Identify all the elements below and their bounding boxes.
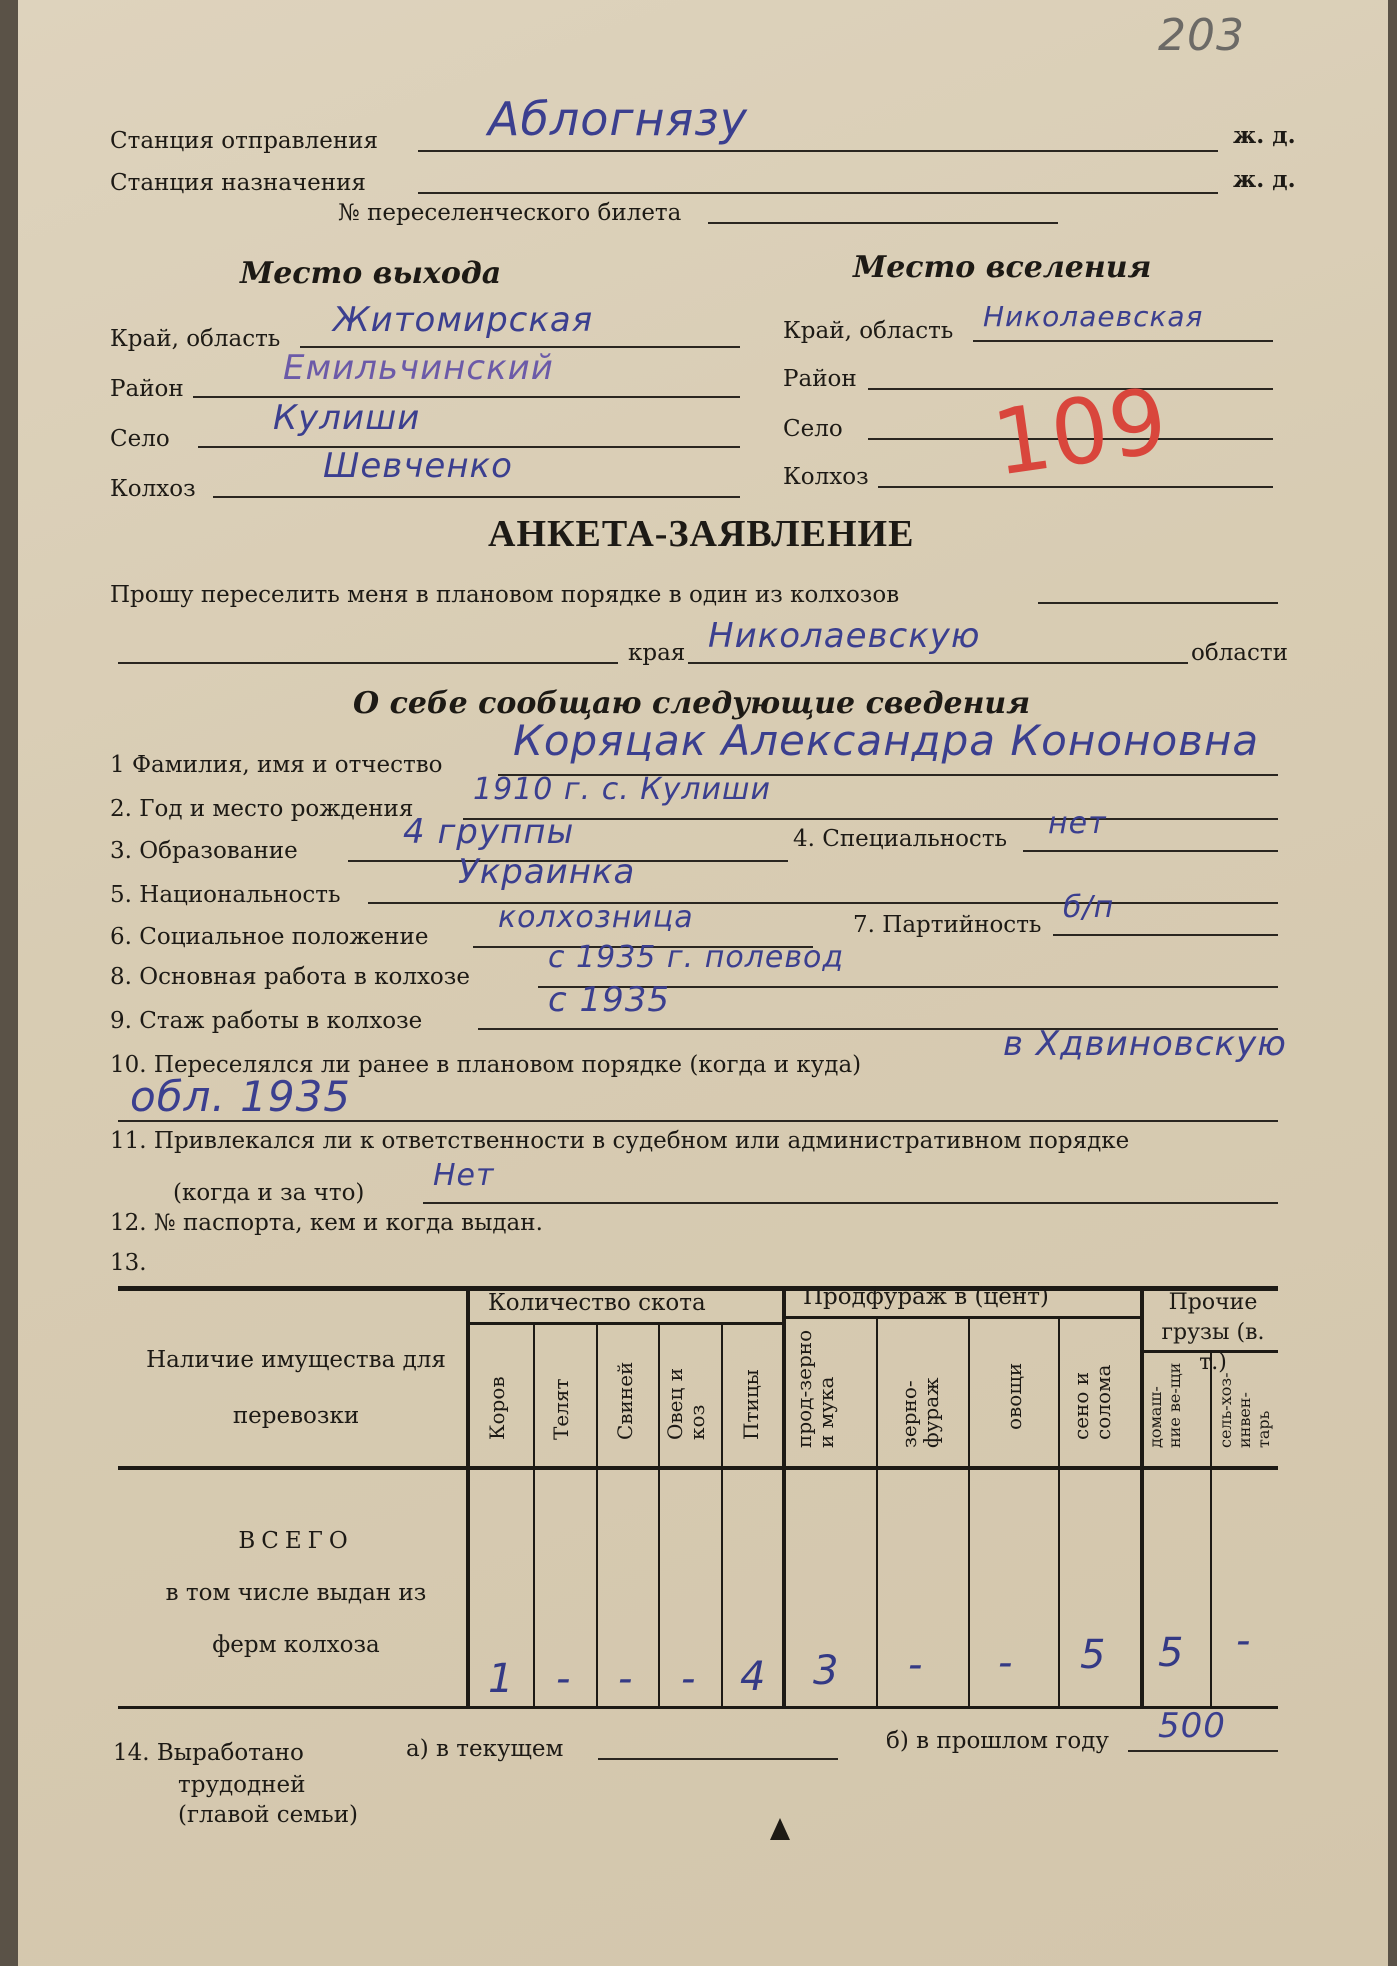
workdays-current-label: а) в текущем bbox=[406, 1736, 564, 1762]
group-fodder: Продфураж в (цент) bbox=[803, 1284, 1049, 1310]
col-sheep-goats: Овец и коз bbox=[663, 1367, 709, 1440]
field-9-label: 9. Стаж работы в колхозе bbox=[110, 1008, 423, 1034]
totals-label-3: ферм колхоза bbox=[212, 1632, 380, 1658]
col-line-7 bbox=[1058, 1318, 1060, 1708]
col-grain-flour: прод-зерно и мука bbox=[792, 1329, 838, 1448]
field-12-label: 12. № паспорта, кем и когда выдан. bbox=[110, 1210, 543, 1236]
value-cows: 1 bbox=[488, 1656, 514, 1702]
col-line-2 bbox=[596, 1324, 598, 1708]
col-farm-tools: сель-хоз-инвен-тарь bbox=[1216, 1372, 1273, 1448]
field-7-value: б/п bbox=[1063, 890, 1115, 925]
workdays-past-line bbox=[1128, 1750, 1278, 1752]
field-3-label: 3. Образование bbox=[110, 838, 298, 864]
field-13-label: 13. bbox=[110, 1250, 147, 1276]
field-9-value: с 1935 bbox=[548, 980, 671, 1020]
group-livestock: Количество скота bbox=[488, 1290, 706, 1316]
ticket-line bbox=[708, 222, 1058, 224]
col-line-8 bbox=[1210, 1352, 1212, 1708]
table-row-header: Наличие имущества для перевозки bbox=[146, 1347, 446, 1429]
fodder-underline bbox=[786, 1316, 1140, 1319]
request-text: Прошу переселить меня в плановом порядке в один из колхозов bbox=[110, 582, 900, 608]
departure-station-label: Станция отправления bbox=[110, 128, 378, 154]
red-pencil-number: 109 bbox=[986, 368, 1175, 497]
field-4-value: нет bbox=[1048, 806, 1107, 841]
field-7-label: 7. Партийность bbox=[853, 912, 1042, 938]
field-10-value-a: в Хдвиновскую bbox=[1003, 1024, 1287, 1064]
destination-kolkhoz-label: Колхоз bbox=[783, 464, 869, 490]
field-1-label: 1 Фамилия, имя и отчество bbox=[110, 752, 443, 778]
rail-suffix-1: ж. д. bbox=[1233, 122, 1296, 149]
value-hay-straw: 5 bbox=[1080, 1632, 1106, 1678]
col-calves: Телят bbox=[549, 1378, 573, 1440]
value-household-items: 5 bbox=[1158, 1630, 1184, 1676]
field-3-value: 4 группы bbox=[403, 812, 575, 852]
destination-region-label: Край, область bbox=[783, 318, 954, 344]
request-kolkhoz-line bbox=[1038, 602, 1278, 604]
kray-value: Николаевскую bbox=[708, 616, 981, 656]
field-11-label: 11. Привлекался ли к ответственности в судебном или административном порядке bbox=[110, 1128, 1130, 1154]
about-header: О себе сообщаю следующие сведения bbox=[353, 686, 1031, 721]
field-6-value: колхозница bbox=[498, 900, 694, 935]
origin-district-value: Емильчинский bbox=[283, 348, 554, 388]
departure-station-line bbox=[418, 150, 1218, 152]
origin-kolkhoz-value: Шевченко bbox=[323, 446, 513, 486]
table-header-border bbox=[118, 1466, 1278, 1470]
field-8-value: с 1935 г. полевод bbox=[548, 940, 845, 975]
origin-village-label: Село bbox=[110, 426, 170, 452]
col-line-3 bbox=[658, 1324, 660, 1708]
col-grain-fodder: зерно-фураж bbox=[897, 1377, 943, 1448]
workdays-label-3: (главой семьи) bbox=[178, 1802, 358, 1828]
origin-header: Место выхода bbox=[240, 256, 502, 291]
col-household-items: домаш-ние ве-щи bbox=[1146, 1362, 1184, 1448]
field-6-label: 6. Социальное положение bbox=[110, 924, 429, 950]
destination-district-label: Район bbox=[783, 366, 857, 392]
field-8-label: 8. Основная работа в колхозе bbox=[110, 964, 470, 990]
col-hay-straw: сено и солома bbox=[1069, 1364, 1115, 1440]
col-cows: Коров bbox=[485, 1376, 509, 1440]
field-4-label: 4. Специальность bbox=[793, 826, 1008, 852]
kray-label: края bbox=[628, 640, 686, 666]
request-left-line bbox=[118, 662, 618, 664]
workdays-current-line bbox=[598, 1758, 838, 1760]
field-4-line bbox=[1023, 850, 1278, 852]
destination-region-value: Николаевская bbox=[983, 300, 1204, 333]
destination-station-line bbox=[418, 192, 1218, 194]
oblast-label: области bbox=[1191, 640, 1288, 666]
field-2-value: 1910 г. с. Кулиши bbox=[473, 772, 771, 807]
value-grain-fodder: - bbox=[908, 1642, 923, 1688]
col-poultry: Птицы bbox=[739, 1369, 763, 1440]
origin-kolkhoz-line bbox=[213, 496, 740, 498]
value-pigs: - bbox=[618, 1656, 633, 1702]
value-calves: - bbox=[556, 1656, 571, 1702]
destination-region-line bbox=[973, 340, 1273, 342]
origin-region-value: Житомирская bbox=[333, 300, 594, 340]
col-pigs: Свиней bbox=[613, 1361, 637, 1440]
workdays-label-1: 14. Выработано bbox=[113, 1740, 304, 1766]
origin-village-value: Кулиши bbox=[273, 398, 421, 438]
departure-station-value: Аблогнязу bbox=[488, 92, 748, 146]
group-other: Прочие грузы (в. т.) bbox=[1161, 1290, 1265, 1375]
col-vegetables: овощи bbox=[1002, 1362, 1026, 1430]
col-line-5 bbox=[876, 1318, 878, 1708]
destination-header: Место вселения bbox=[853, 250, 1152, 285]
livestock-underline bbox=[470, 1322, 782, 1325]
field-10-value-b: обл. 1935 bbox=[130, 1072, 352, 1121]
kray-line bbox=[688, 662, 1188, 664]
origin-kolkhoz-label: Колхоз bbox=[110, 476, 196, 502]
col-line-1 bbox=[533, 1324, 535, 1708]
destination-station-label: Станция назначения bbox=[110, 170, 366, 196]
value-farm-tools: - bbox=[1236, 1618, 1251, 1664]
field-5-label: 5. Национальность bbox=[110, 882, 341, 908]
field-10-label: 10. Переселялся ли ранее в плановом порядке (когда и куда) bbox=[110, 1052, 862, 1078]
field-2-line bbox=[463, 818, 1278, 820]
col-line-6 bbox=[968, 1318, 970, 1708]
totals-label-1: ВСЕГО bbox=[238, 1528, 354, 1554]
col-line-4 bbox=[721, 1324, 723, 1708]
workdays-past-value: 500 bbox=[1158, 1706, 1226, 1746]
rail-suffix-2: ж. д. bbox=[1233, 166, 1296, 193]
field-2-label: 2. Год и место рождения bbox=[110, 796, 414, 822]
field-11-label-2: (когда и за что) bbox=[173, 1180, 365, 1206]
sep-fodder-left bbox=[782, 1290, 786, 1708]
destination-village-label: Село bbox=[783, 416, 843, 442]
form-title: АНКЕТА-ЗАЯВЛЕНИЕ bbox=[488, 513, 915, 555]
destination-kolkhoz-line bbox=[878, 486, 1273, 488]
origin-district-label: Район bbox=[110, 376, 184, 402]
workdays-label-2: трудодней bbox=[178, 1772, 306, 1798]
table-bottom-border bbox=[118, 1706, 1278, 1709]
document-page bbox=[18, 0, 1388, 1966]
field-5-value: Украинка bbox=[458, 852, 636, 892]
ticket-label: № переселенческого билета bbox=[338, 200, 682, 226]
value-grain-flour: 3 bbox=[813, 1648, 839, 1694]
value-vegetables: - bbox=[998, 1640, 1013, 1686]
field-7-line bbox=[1053, 934, 1278, 936]
field-11-line bbox=[423, 1202, 1278, 1204]
workdays-past-label: б) в прошлом году bbox=[886, 1728, 1109, 1754]
origin-region-label: Край, область bbox=[110, 326, 281, 352]
totals-label-2: в том числе выдан из bbox=[165, 1580, 427, 1606]
field-11-value: Нет bbox=[433, 1158, 495, 1193]
sep-livestock-left bbox=[466, 1290, 470, 1708]
value-poultry: 4 bbox=[740, 1654, 766, 1700]
archive-number: 203 bbox=[1158, 10, 1245, 61]
printer-mark-icon bbox=[770, 1818, 790, 1840]
field-1-value: Коряцак Александра Кононовна bbox=[513, 716, 1260, 765]
value-sheep-goats: - bbox=[681, 1656, 696, 1702]
